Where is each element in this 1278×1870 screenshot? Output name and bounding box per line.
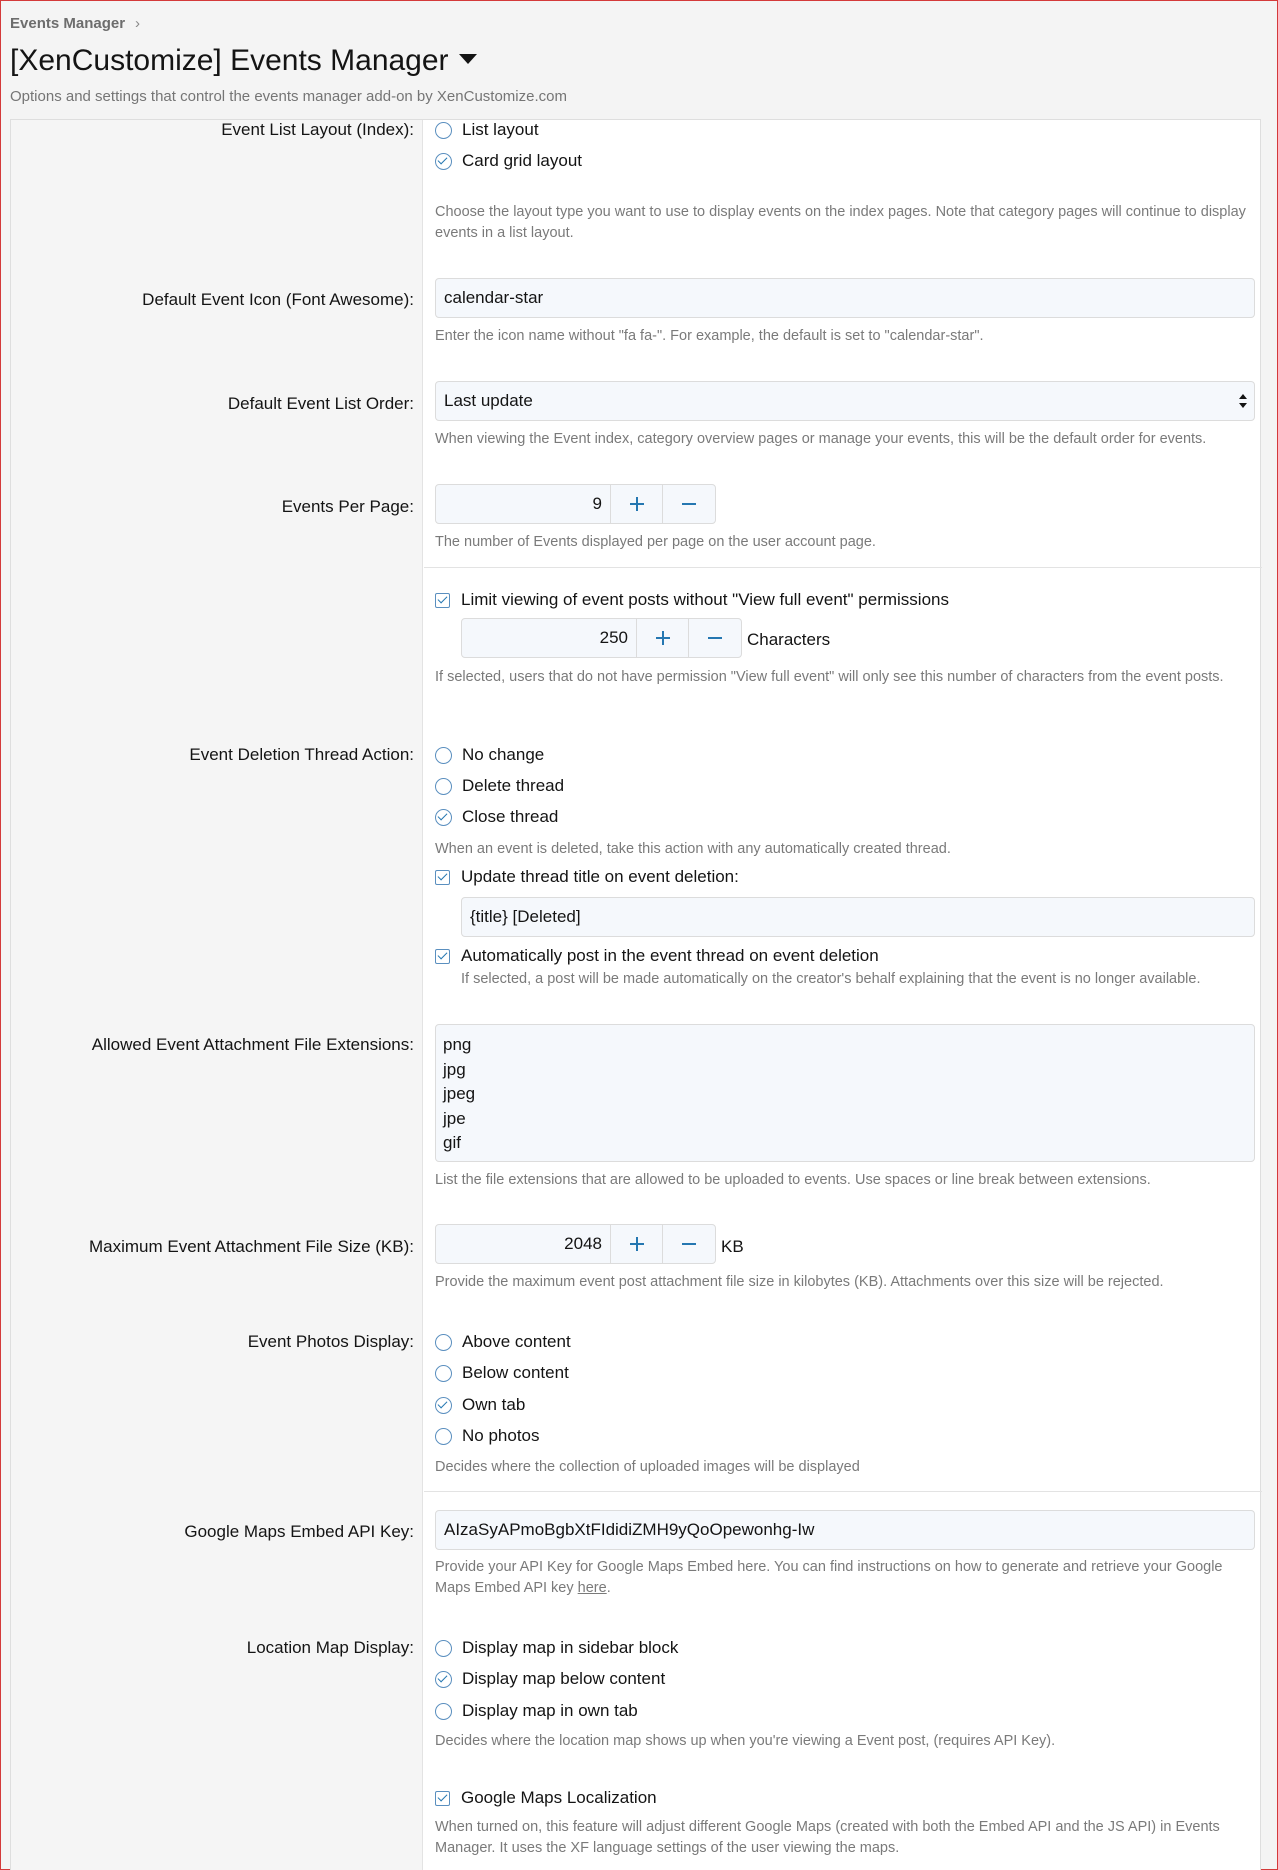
hint-text: . — [606, 1580, 611, 1596]
map-display-label: Location Map Display: — [246, 1638, 414, 1657]
maps-localization-checkbox[interactable] — [435, 1788, 657, 1808]
checkbox-label: Limit viewing of event posts without "View full event" permissions — [461, 590, 949, 609]
icon-input[interactable]: calendar-star — [435, 278, 1255, 318]
hint-text: Provide your API Key for Google Maps Embed here. You can find instructions on how to generate and retrieve your Google Maps Embed API key — [435, 1559, 1223, 1596]
auto-post-checkbox[interactable] — [435, 946, 879, 966]
radio-checked-icon[interactable] — [435, 153, 452, 170]
radio-above-content[interactable] — [435, 1332, 571, 1352]
label-column — [11, 120, 423, 1870]
radio-no-change[interactable] — [435, 745, 544, 765]
caret-down-icon[interactable] — [459, 54, 477, 64]
radio-map-below-content[interactable] — [435, 1669, 665, 1689]
limit-chars-input[interactable]: 250 — [462, 619, 637, 657]
max-size-input[interactable]: 2048 — [436, 1225, 611, 1263]
extension-line: png — [443, 1035, 472, 1054]
select-arrow-down-icon — [1239, 403, 1247, 408]
radio-icon[interactable] — [435, 1428, 452, 1445]
max-size-unit: KB — [721, 1237, 744, 1256]
breadcrumb — [10, 15, 140, 32]
update-title-checkbox[interactable] — [435, 867, 739, 887]
radio-map-own-tab[interactable] — [435, 1701, 638, 1721]
radio-label: Display map below content — [462, 1669, 666, 1688]
divider — [424, 1491, 1262, 1492]
options-block — [10, 119, 1261, 1870]
extension-line: jpeg — [443, 1084, 476, 1104]
layout-label: Event List Layout (Index): — [221, 120, 414, 139]
icon-label: Default Event Icon (Font Awesome): — [142, 290, 414, 309]
radio-close-thread[interactable] — [435, 807, 558, 827]
limit-view-checkbox[interactable] — [435, 590, 949, 610]
order-select[interactable] — [435, 381, 1255, 421]
checkbox-label: Update thread title on event deletion: — [461, 867, 739, 886]
maps-localization-hint: When turned on, this feature will adjust different Google Maps (created with both the Embed API and the JS API) in Events Manager. It uses the XF language settings of the user viewing the maps. — [435, 1819, 1220, 1856]
max-size-hint: Provide the maximum event post attachment file size in kilobytes (KB). Attachments over this size will be rejected. — [435, 1274, 1164, 1290]
order-select-value: Last update — [444, 391, 533, 410]
checkbox-checked-icon[interactable] — [435, 870, 450, 885]
per-page-spinner — [435, 484, 716, 524]
maps-key-label: Google Maps Embed API Key: — [184, 1522, 414, 1541]
increment-button[interactable] — [611, 485, 663, 523]
radio-label: Below content — [462, 1363, 569, 1382]
checkbox-label: Automatically post in the event thread on event deletion — [461, 946, 879, 965]
radio-below-content[interactable] — [435, 1363, 569, 1383]
radio-card-grid-layout[interactable] — [435, 151, 582, 171]
radio-icon[interactable] — [435, 122, 452, 139]
deletion-label: Event Deletion Thread Action: — [189, 745, 414, 764]
per-page-input[interactable]: 9 — [436, 485, 611, 523]
radio-label: Display map in sidebar block — [462, 1638, 679, 1657]
photos-label: Event Photos Display: — [247, 1332, 414, 1351]
decrement-button[interactable] — [689, 619, 741, 657]
select-arrows-icon — [1239, 394, 1247, 399]
icon-hint: Enter the icon name without "fa fa-". For example, the default is set to "calendar-star". — [435, 328, 984, 344]
radio-icon[interactable] — [435, 778, 452, 795]
radio-label: No change — [462, 745, 545, 764]
radio-label: No photos — [462, 1426, 540, 1445]
checkbox-checked-icon[interactable] — [435, 1791, 450, 1806]
checkbox-checked-icon[interactable] — [435, 593, 450, 608]
extension-line: jpe — [443, 1108, 466, 1128]
checkbox-checked-icon[interactable] — [435, 949, 450, 964]
radio-list-layout[interactable] — [435, 120, 539, 140]
maps-key-hint — [435, 1557, 1255, 1599]
radio-checked-icon[interactable] — [435, 1671, 452, 1688]
decrement-button[interactable] — [663, 485, 715, 523]
extensions-label: Allowed Event Attachment File Extensions: — [91, 1035, 414, 1054]
radio-icon[interactable] — [435, 1365, 452, 1382]
maps-key-input[interactable]: AIzaSyAPmoBgbXtFIdidiZMH9yQoOpewonhg-Iw — [435, 1510, 1255, 1550]
map-display-hint: Decides where the location map shows up when you're viewing a Event post, (requires API Key). — [435, 1733, 1056, 1749]
per-page-label: Events Per Page: — [281, 497, 414, 516]
limit-view-hint: If selected, users that do not have permission "View full event" will only see this number of characters from the event posts. — [435, 669, 1224, 685]
extensions-textarea[interactable] — [435, 1024, 1255, 1162]
radio-label: Display map in own tab — [462, 1701, 638, 1720]
photos-hint: Decides where the collection of uploaded images will be displayed — [435, 1459, 860, 1475]
order-label: Default Event List Order: — [227, 394, 414, 413]
radio-label: Close thread — [462, 807, 559, 826]
max-size-label: Maximum Event Attachment File Size (KB): — [89, 1237, 414, 1256]
radio-label: Card grid layout — [462, 151, 583, 170]
radio-icon[interactable] — [435, 747, 452, 764]
extensions-hint: List the file extensions that are allowed to be uploaded to events. Use spaces or line break between extensions. — [435, 1172, 1151, 1188]
instructions-link[interactable]: here — [577, 1580, 607, 1596]
radio-label: List layout — [462, 120, 539, 139]
per-page-hint: The number of Events displayed per page on the user account page. — [435, 534, 876, 550]
extension-line: gif — [443, 1133, 461, 1153]
radio-delete-thread[interactable] — [435, 776, 564, 796]
checkbox-label: Google Maps Localization — [461, 1788, 657, 1807]
layout-hint: Choose the layout type you want to use to display events on the index pages. Note that category pages will continue to display events in a list layout. — [435, 204, 1246, 241]
decrement-button[interactable] — [663, 1225, 715, 1263]
breadcrumb-link-events-manager[interactable]: Events Manager — [10, 15, 126, 32]
radio-label: Own tab — [462, 1395, 526, 1414]
radio-own-tab[interactable] — [435, 1395, 525, 1415]
radio-icon[interactable] — [435, 1703, 452, 1720]
radio-checked-icon[interactable] — [435, 1397, 452, 1414]
limit-chars-spinner — [461, 618, 742, 658]
chevron-right-icon: › — [135, 15, 141, 32]
increment-button[interactable] — [637, 619, 689, 657]
auto-post-hint: If selected, a post will be made automatically on the creator's behalf explaining that the event is no longer available. — [461, 971, 1201, 987]
deletion-hint: When an event is deleted, take this action with any automatically created thread. — [435, 841, 951, 857]
page-title-text: [XenCustomize] Events Manager — [10, 44, 449, 77]
radio-no-photos[interactable] — [435, 1426, 540, 1446]
max-size-spinner — [435, 1224, 716, 1264]
limit-unit: Characters — [747, 630, 831, 649]
increment-button[interactable] — [611, 1225, 663, 1263]
radio-label: Above content — [462, 1332, 571, 1351]
divider — [424, 567, 1262, 568]
page-title[interactable] — [10, 44, 477, 78]
radio-checked-icon[interactable] — [435, 809, 452, 826]
radio-icon[interactable] — [435, 1640, 452, 1657]
radio-icon[interactable] — [435, 1334, 452, 1351]
page-description: Options and settings that control the events manager add-on by XenCustomize.com — [10, 88, 567, 105]
order-hint: When viewing the Event index, category overview pages or manage your events, this will be the default order for events. — [435, 431, 1207, 447]
extension-line: jpg — [443, 1059, 466, 1079]
radio-label: Delete thread — [462, 776, 565, 795]
radio-map-sidebar[interactable] — [435, 1638, 678, 1658]
update-title-input[interactable]: {title} [Deleted] — [461, 897, 1255, 937]
